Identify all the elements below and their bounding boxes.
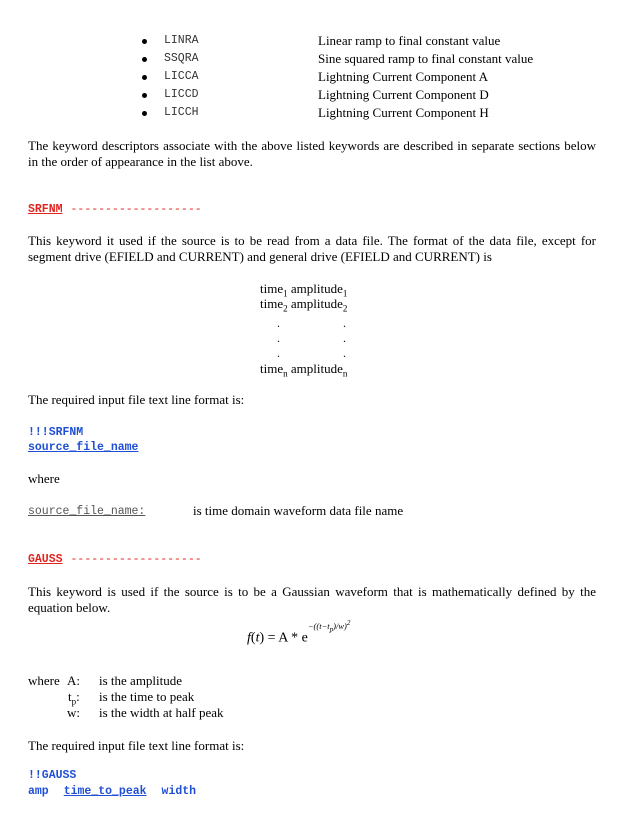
subscript: 2: [283, 303, 288, 314]
ellipsis-dot: .: [343, 331, 346, 345]
param-symbol-text: A:: [67, 673, 80, 688]
code-line-srfnm: !!!SRFNM: [28, 426, 84, 439]
equation-exponent: [307, 619, 351, 634]
keyword-description: Lightning Current Component D: [318, 87, 489, 102]
format-row-2: [260, 296, 347, 312]
time-label: time: [260, 296, 284, 311]
format-row-1: [260, 281, 347, 297]
gauss-paragraph: This keyword is used if the source is to be a Gaussian waveform that is mathematically defined by the equation below.: [28, 584, 596, 615]
heading-dash-rule: -------------------: [70, 553, 202, 566]
intro-paragraph: The keyword descriptors associate with the above listed keywords are described in separate sections below in the order of appearance in the list above.: [28, 138, 596, 169]
subscript: 2: [342, 303, 348, 314]
section-heading-gauss: [28, 552, 202, 568]
ellipsis-dot: .: [343, 316, 346, 330]
section-heading-srfnm: [28, 202, 202, 218]
exponent-power: 2: [346, 619, 351, 627]
bullet-icon: [142, 39, 147, 44]
param-symbol-text: t: [68, 689, 72, 704]
equation-rhs: = A * e: [267, 630, 308, 646]
param-symbol: $t_p$:: [68, 689, 80, 707]
arg-width: width: [161, 785, 197, 798]
ellipsis-dot: .: [277, 316, 280, 330]
param-description: is the width at half peak: [99, 705, 224, 720]
keyword-description: Lightning Current Component H: [318, 105, 489, 120]
ellipsis-dot: .: [277, 346, 280, 360]
subscript: 1: [283, 288, 288, 299]
gaussian-equation: $f(t) = A * e^{-((t-t_p)/w)^2}$: [247, 619, 351, 646]
keyword: LICCD: [164, 88, 199, 101]
format-line-label: The required input file text line format is:: [28, 392, 245, 407]
section-heading-label: GAUSS: [28, 553, 63, 566]
keyword: SSQRA: [164, 52, 199, 65]
code-line-gauss: !!GAUSS: [28, 769, 77, 782]
bullet-icon: [142, 57, 147, 62]
keyword-description: Lightning Current Component A: [318, 69, 489, 84]
amplitude-label: amplitude: [290, 296, 343, 311]
keyword: LINRA: [164, 34, 199, 47]
keyword-description: Sine squared ramp to final constant value: [318, 51, 534, 66]
subscript: 1: [342, 288, 348, 299]
time-label: time: [260, 281, 284, 296]
time-label: time: [260, 361, 284, 376]
code-line-source-file-name: source_file_name: [28, 441, 139, 454]
param-symbol: [67, 705, 80, 721]
exponent-tail: )/w): [333, 620, 347, 631]
arg-time-to-peak: time_to_peak: [63, 785, 147, 798]
amplitude-label: amplitude: [290, 281, 343, 296]
code-line-gauss-args: [28, 784, 196, 800]
amplitude-label: amplitude: [290, 361, 343, 376]
srfnm-paragraph: This keyword it used if the source is to be read from a data file. The format of the data file, except for segment drive (EFIELD and CURRENT) and general drive (EFIELD and CURRENT) is: [28, 233, 596, 264]
where-label: where: [28, 673, 60, 688]
ellipsis-dot: .: [277, 331, 280, 345]
bullet-icon: [142, 93, 147, 98]
format-row-n: [260, 361, 347, 377]
keyword-description: Linear ramp to final constant value: [318, 33, 501, 48]
subscript: n: [283, 368, 288, 379]
exponent-head: −((t−t: [307, 620, 330, 631]
subscript: n: [342, 368, 348, 379]
section-heading-label: SRFNM: [28, 203, 63, 216]
where-label: where: [28, 471, 60, 486]
param-description: is the time to peak: [99, 689, 195, 704]
param-symbol-text: w:: [67, 705, 80, 720]
keyword: LICCH: [164, 106, 199, 119]
param-name: source_file_name:: [28, 505, 146, 518]
exponent-subscript: p: [329, 625, 334, 634]
time-symbol: t: [255, 630, 260, 646]
function-symbol: f: [247, 630, 251, 646]
bullet-icon: [142, 75, 147, 80]
param-description: is time domain waveform data file name: [193, 503, 404, 518]
heading-dash-rule: -------------------: [70, 203, 202, 216]
format-line-label: The required input file text line format is:: [28, 738, 245, 753]
ellipsis-dot: .: [343, 346, 346, 360]
param-symbol: [67, 673, 80, 689]
keyword: LICCA: [164, 70, 199, 83]
bullet-icon: [142, 111, 147, 116]
param-description: is the amplitude: [99, 673, 183, 688]
subscript: p: [71, 696, 77, 707]
arg-amp: amp: [28, 785, 49, 798]
